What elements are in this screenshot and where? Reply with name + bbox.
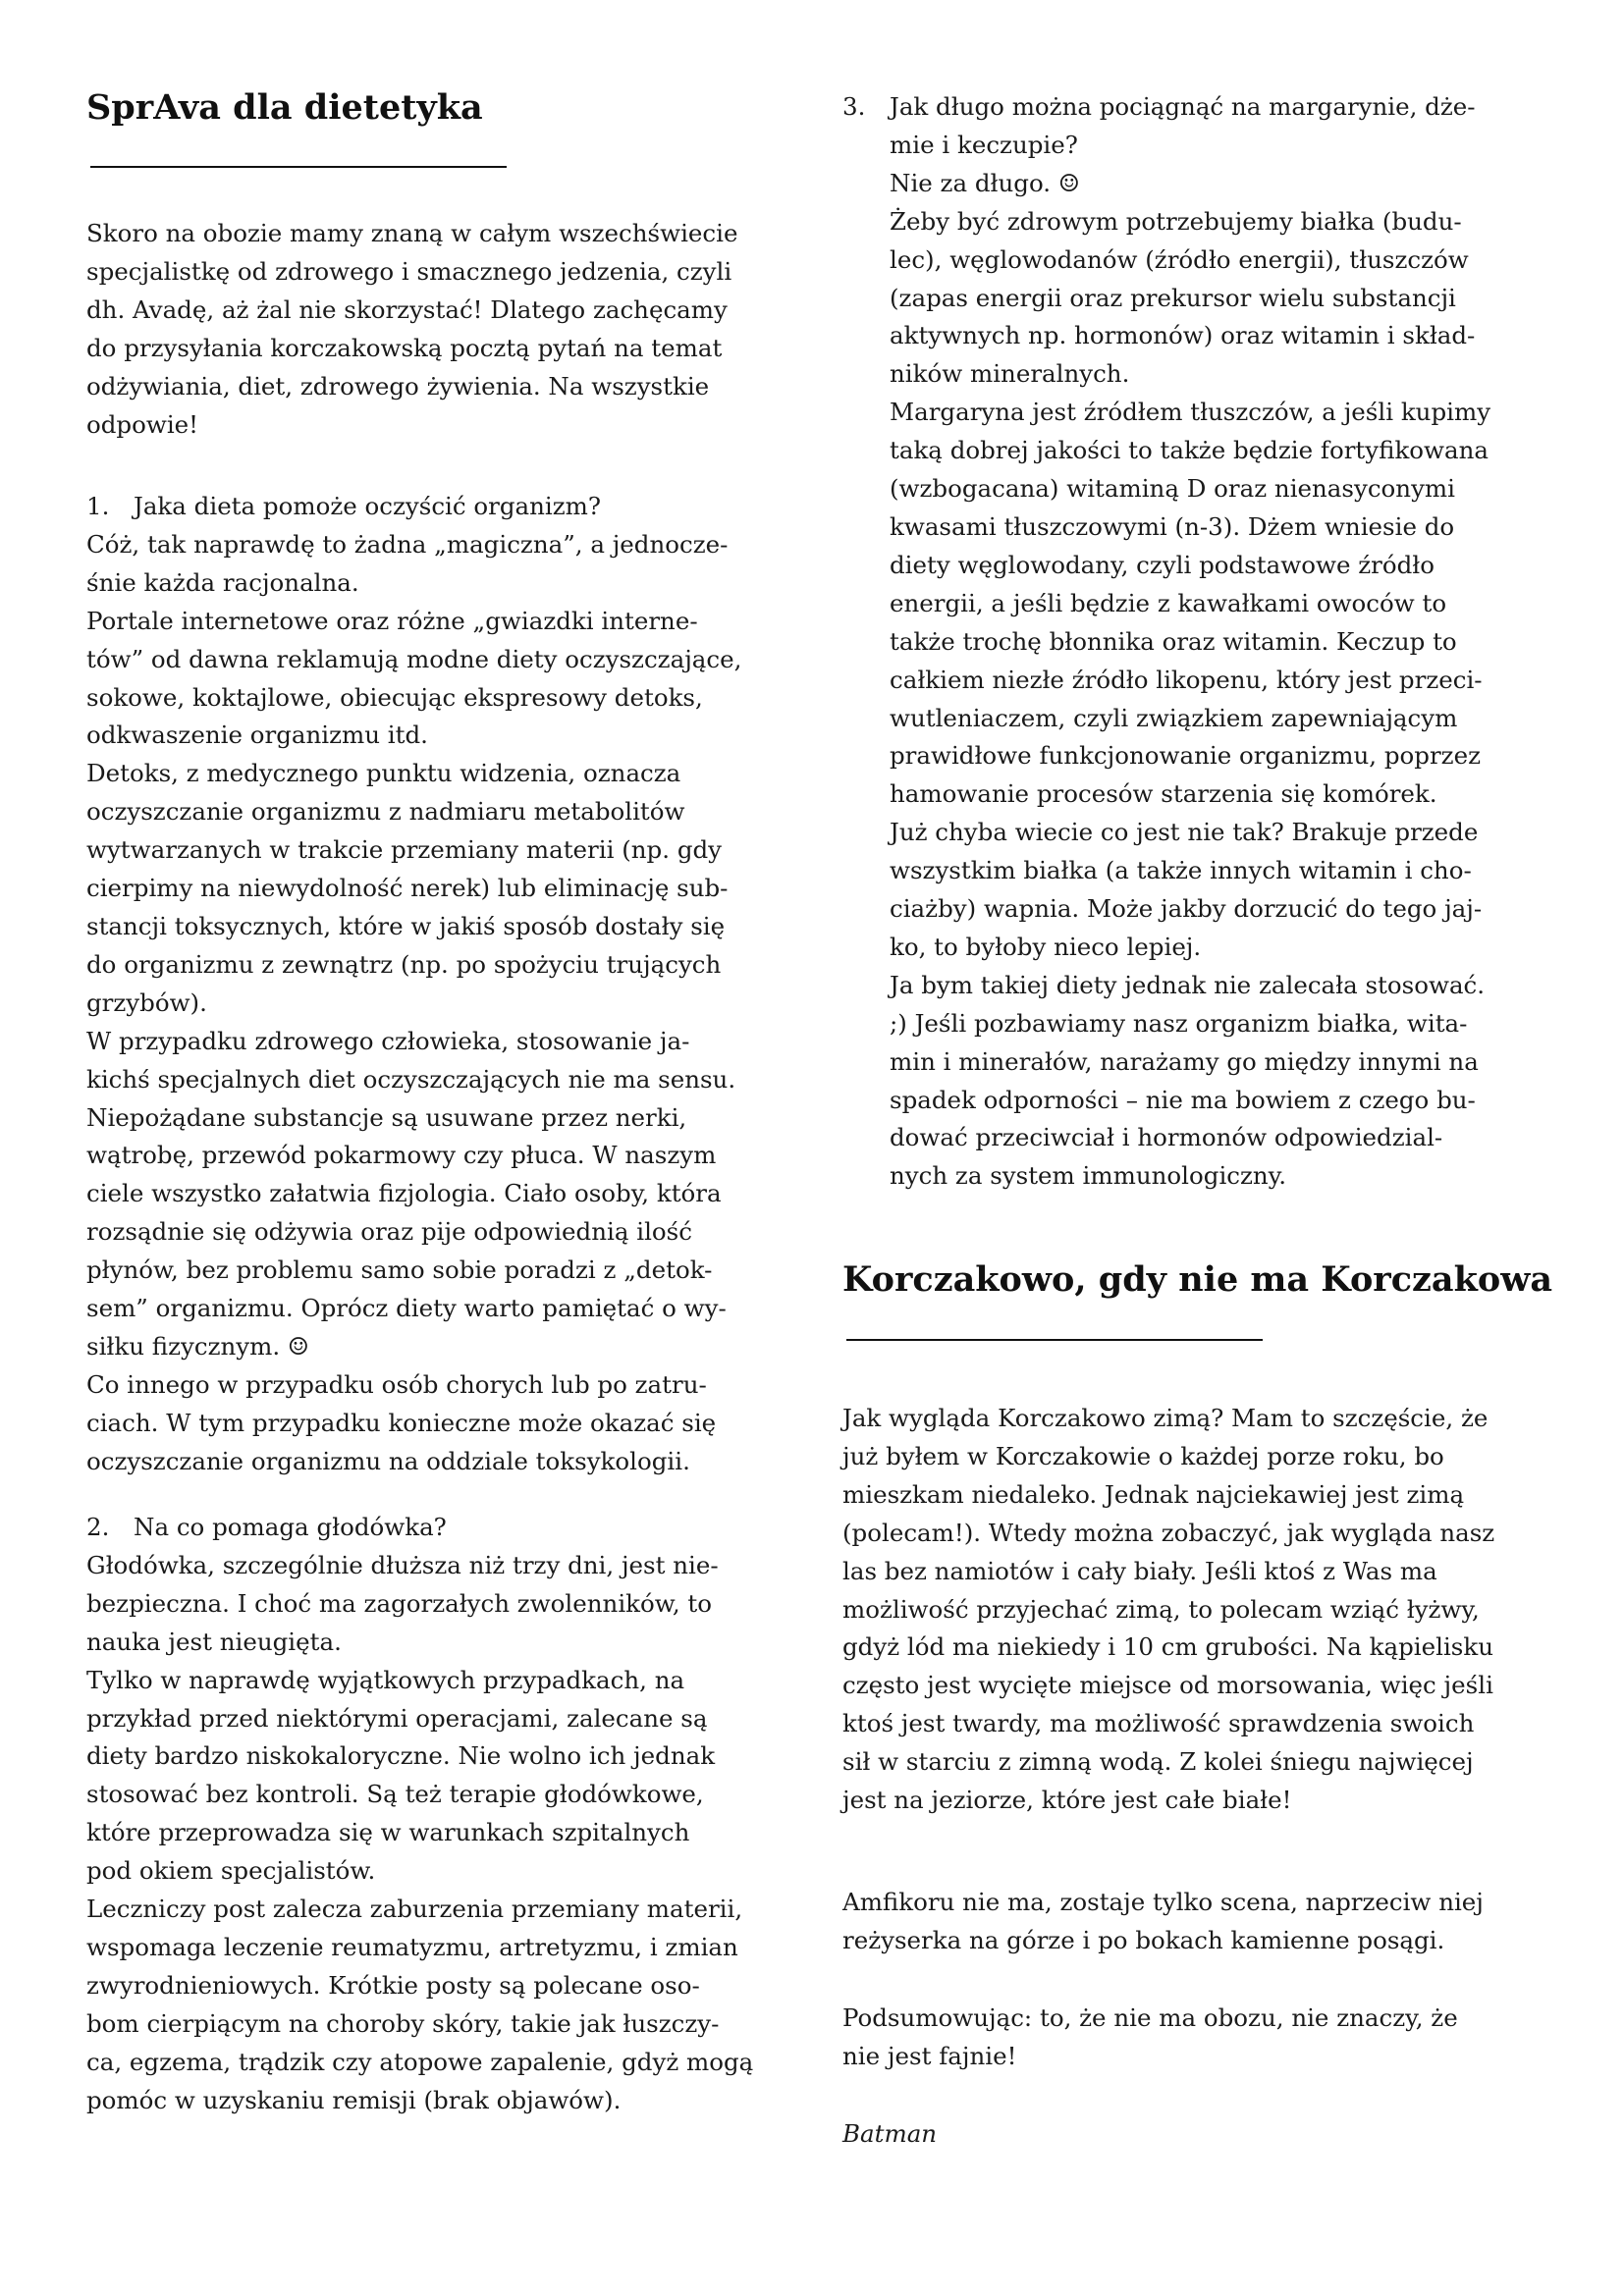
title-underline [846, 1339, 1263, 1341]
text-line: las bez namiotów i cały biały. Jeśli ktoś z Was ma [842, 1556, 1437, 1585]
question-number: 2. [86, 1513, 110, 1541]
question-number: 3. [842, 92, 866, 121]
question-text: Na co pomaga głodówka? [134, 1513, 447, 1541]
text-line: bom cierpiącym na choroby skóry, takie jak łuszczy- [86, 2008, 720, 2038]
text-line: dh. Avadę, aż żal nie skorzystać! Dlatego zachęcamy [86, 294, 728, 324]
text-line: wszystkim białka (a także innych witamin i cho- [890, 856, 1472, 885]
text-line: spadek odporności – nie ma bowiem z czego bu- [890, 1085, 1476, 1114]
text-line: tów” od dawna reklamują modne diety oczyszczające, [86, 644, 742, 673]
text-line: Detoks, z medycznego punktu widzenia, oznacza [86, 759, 681, 788]
text-line: Skoro na obozie mamy znaną w całym wszechświecie [86, 219, 738, 247]
text-line: Już chyba wiecie co jest nie tak? Brakuje przede [890, 818, 1479, 847]
text-line: reżyserka na górze i po bokach kamienne posągi. [842, 1925, 1445, 1954]
text-line: Głodówka, szczególnie dłuższa niż trzy dni, jest nie- [86, 1550, 719, 1579]
question-number: 1. [86, 492, 110, 520]
text-line: oczyszczanie organizmu z nadmiaru metabolitów [86, 797, 685, 827]
question-1-block [86, 488, 741, 1481]
text-line: (wzbogacana) witaminą D oraz nienasyconymi [890, 474, 1455, 504]
text-line: Margaryna jest źródłem tłuszczów, a jeśli kupimy [890, 398, 1491, 427]
text-line: już byłem w Korczakowie o każdej porze roku, bo [842, 1441, 1444, 1470]
article-title-korczakowo: Korczakowo, gdy nie ma Korczakowa [842, 1259, 1553, 1300]
text-line: Leczniczy post zalecza zaburzenia przemiany materii, [86, 1895, 743, 1924]
text-line: oczyszczanie organizmu na oddziale toksykologii. [86, 1446, 690, 1475]
question-3-block [842, 88, 1490, 1196]
text-line: kwasami tłuszczowymi (n-3). Dżem wniesie do [890, 511, 1455, 541]
text-line: ciach. W tym przypadku konieczne może okazać się [86, 1408, 717, 1437]
text-line: śnie każda racjonalna. [86, 567, 359, 597]
text-line: Amfikoru nie ma, zostaje tylko scena, naprzeciw niej [842, 1888, 1484, 1916]
text-line: wątrobę, przewód pokarmowy czy płuca. W naszym [86, 1141, 717, 1170]
title-underline [90, 166, 507, 168]
text-line: energii, a jeśli będzie z kawałkami owoców to [890, 588, 1447, 617]
text-line: Żeby być zdrowym potrzebujemy białka (budu- [890, 206, 1462, 236]
text-line: jest na jeziorze, które jest całe białe! [842, 1786, 1292, 1815]
text-line: hamowanie procesów starzenia się komórek. [890, 779, 1437, 809]
question-heading [86, 488, 741, 526]
text-line: Podsumowując: to, że nie ma obozu, nie znaczy, że [842, 2003, 1458, 2032]
text-line: aktywnych np. hormonów) oraz witamin i skład- [890, 321, 1476, 350]
text-line: także trochę błonnika oraz witamin. Keczup to [890, 626, 1457, 656]
answer-3 [842, 165, 1490, 1196]
question-heading [86, 1509, 753, 1547]
text-line: przykład przed niektórymi operacjami, zalecane są [86, 1703, 708, 1733]
text-line: odżywiania, diet, zdrowego żywienia. Na wszystkie [86, 371, 710, 400]
text-line: Tylko w naprawdę wyjątkowych przypadkach, na [86, 1665, 685, 1694]
text-line: lec), węglowodanów (źródło energii), tłuszczów [890, 244, 1469, 274]
text-line: bezpieczna. I choć ma zagorzałych zwolenników, to [86, 1588, 712, 1618]
text-line: pod okiem specjalistów. [86, 1856, 376, 1886]
text-line: min i minerałów, narażamy go między innymi na [890, 1046, 1479, 1076]
text-line: całkiem niezłe źródło likopenu, który jest przeci- [890, 665, 1483, 694]
text-line: W przypadku zdrowego człowieka, stosowanie ja- [86, 1026, 690, 1055]
korczakowo-paragraph-3 [842, 2000, 1458, 2076]
text-line: ca, egzema, trądzik czy atopowe zapalenie, gdyż mogą [86, 2047, 754, 2076]
text-line: stancji toksycznych, które w jakiś sposób dostały się [86, 911, 726, 940]
text-line: ciele wszystko załatwia fizjologia. Ciało osoby, która [86, 1179, 722, 1208]
text-line: (polecam!). Wtedy można zobaczyć, jak wygląda nasz [842, 1518, 1495, 1547]
text-line: sił w starciu z zimną wodą. Z kolei śniegu najwięcej [842, 1747, 1474, 1777]
text-line: mieszkam niedaleko. Jednak najciekawiej jest zimą [842, 1479, 1465, 1509]
question-2-block [86, 1509, 753, 2120]
article-title-diet: SprAva dla dietetyka [86, 87, 483, 128]
text-line: ktoś jest twardy, ma możliwość sprawdzenia swoich [842, 1709, 1475, 1738]
text-line: dować przeciwciał i hormonów odpowiedzial- [890, 1123, 1443, 1152]
text-line: specjalistkę od zdrowego i smacznego jedzenia, czyli [86, 256, 732, 286]
text-line: odpowie! [86, 409, 199, 439]
question-text: Jak długo można pociągnąć na margarynie, dże- [890, 92, 1476, 121]
korczakowo-paragraph-1 [842, 1400, 1494, 1820]
question-text: Jaka dieta pomoże oczyścić organizm? [134, 492, 602, 520]
text-line: nauka jest nieugięta. [86, 1627, 342, 1656]
question-heading [842, 88, 1490, 127]
text-line: nie jest fajnie! [842, 2041, 1017, 2070]
text-line: często jest wycięte miejsce od morsowania, więc jeśli [842, 1671, 1493, 1700]
text-line: nych za system immunologiczny. [890, 1161, 1287, 1191]
text-line: sokowe, koktajlowe, obiecując ekspresowy detoks, [86, 682, 703, 712]
text-line: płynów, bez problemu samo sobie poradzi z „detok- [86, 1255, 713, 1285]
text-line: Ja bym takiej diety jednak nie zalecała stosować. [890, 970, 1486, 999]
text-line: wutleniaczem, czyli związkiem zapewniającym [890, 703, 1458, 732]
text-line: Portale internetowe oraz różne „gwiazdki interne- [86, 606, 698, 635]
text-line: Cóż, tak naprawdę to żadna „magiczna”, a jednocze- [86, 529, 729, 559]
text-line: rozsądnie się odżywia oraz pije odpowiednią ilość [86, 1217, 692, 1247]
text-line: które przeprowadza się w warunkach szpitalnych [86, 1818, 690, 1847]
text-line: kichś specjalnych diet oczyszczających nie ma sensu. [86, 1064, 736, 1094]
text-line: pomóc w uzyskaniu remisji (brak objawów). [86, 2085, 622, 2114]
text-line: do organizmu z zewnątrz (np. po spożyciu trujących [86, 949, 722, 979]
intro-paragraph [86, 215, 737, 444]
text-line: możliwość przyjechać zimą, to polecam wziąć łyżwy, [842, 1594, 1480, 1624]
text-line: sem” organizmu. Oprócz diety warto pamiętać o wy- [86, 1294, 727, 1323]
text-line: gdyż lód ma niekiedy i 10 cm grubości. Na kąpielisku [842, 1632, 1494, 1662]
text-line: wspomaga leczenie reumatyzmu, artretyzmu, i zmian [86, 1932, 738, 1961]
text-line: prawidłowe funkcjonowanie organizmu, poprzez [890, 741, 1481, 771]
text-line: wytwarzanych w trakcie przemiany materii (np. gdy [86, 835, 723, 865]
text-line: ko, to byłoby nieco lepiej. [890, 932, 1202, 961]
korczakowo-paragraph-2 [842, 1884, 1484, 1960]
text-line: taką dobrej jakości to także będzie fortyfikowana [890, 436, 1489, 465]
text-line: ciażby) wapnia. Może jakby dorzucić do tego jaj- [890, 894, 1483, 924]
text-line: Co innego w przypadku osób chorych lub po zatru- [86, 1369, 707, 1399]
text-line: do przysyłania korczakowską pocztą pytań na temat [86, 333, 723, 362]
text-line: odkwaszenie organizmu itd. [86, 721, 428, 750]
text-line: (zapas energii oraz prekursor wielu substancji [890, 283, 1456, 312]
text-line: ników mineralnych. [890, 359, 1130, 389]
text-line: Nie za długo. ☺ [890, 168, 1080, 197]
text-line: grzybów). [86, 988, 207, 1017]
text-line: stosować bez kontroli. Są też terapie głodówkowe, [86, 1780, 704, 1809]
text-line: diety bardzo niskokaloryczne. Nie wolno ich jednak [86, 1741, 716, 1771]
text-line: zwyrodnieniowych. Krótkie posty są polecane oso- [86, 1970, 700, 2000]
text-line: diety węglowodany, czyli podstawowe źródło [890, 550, 1435, 579]
text-line: Jak wygląda Korczakowo zimą? Mam to szczęście, że [842, 1404, 1489, 1432]
text-line: Niepożądane substancje są usuwane przez nerki, [86, 1102, 687, 1132]
text-line: ;) Jeśli pozbawiamy nasz organizm białka, wita- [890, 1008, 1468, 1038]
text-line: cierpimy na niewydolność nerek) lub eliminację sub- [86, 874, 729, 903]
question-text: mie i keczupie? [890, 130, 1078, 159]
author-signature: Batman [842, 2119, 938, 2148]
text-line: siłku fizycznym. ☺ [86, 1331, 309, 1361]
